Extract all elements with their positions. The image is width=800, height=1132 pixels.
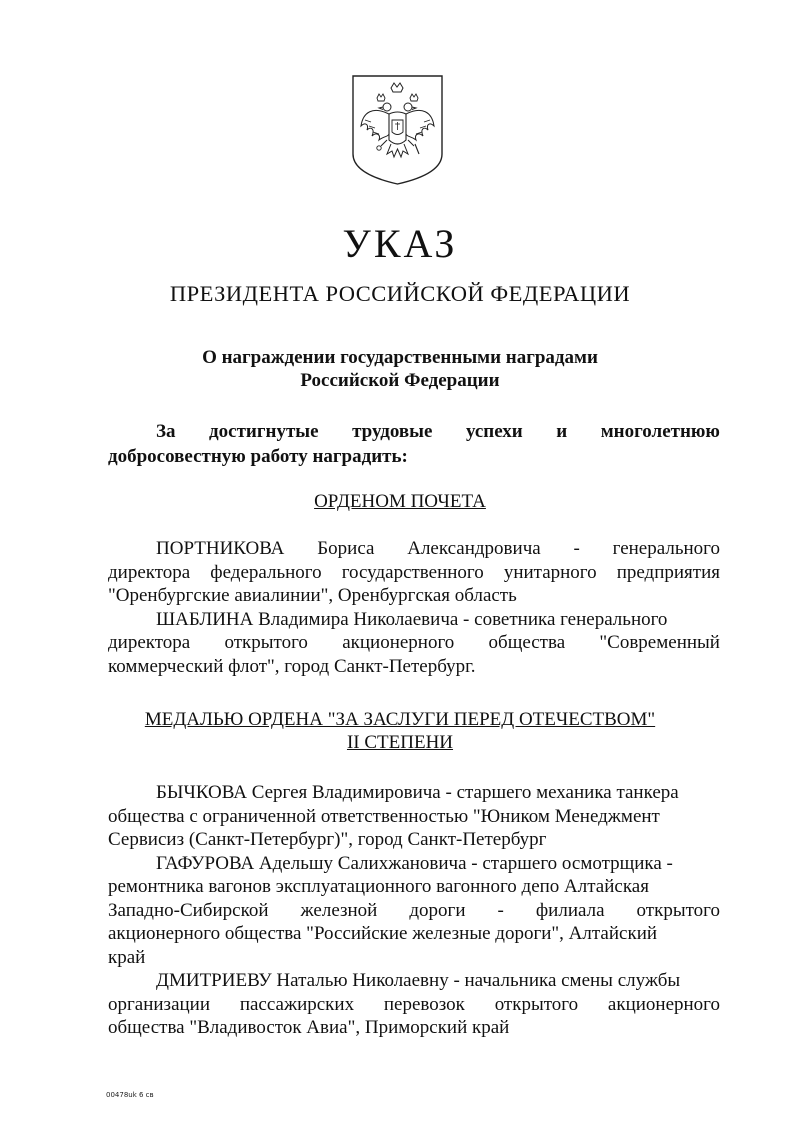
word: Западно-Сибирской [108,899,269,921]
word: открытого [224,632,308,653]
entry-line: ШАБЛИНА Владимира Николаевича - советника генерального [156,608,668,630]
document-title: УКАЗ [342,221,458,266]
entry-line: ГАФУРОВА Адельшу Салихжановича - старшего осмотрщика - [156,852,673,874]
word: - [497,899,504,921]
award-heading-medal [0,708,800,754]
entry-line: ДМИТРИЕВУ Наталью Николаевну - начальника смены службы [156,970,681,991]
word: пассажирских [239,993,355,1015]
word: филиала [535,899,605,921]
word: достигнутые [209,421,319,442]
intro-paragraph [108,419,720,469]
award-heading-line: II СТЕПЕНИ [346,732,454,753]
entry-line: БЫЧКОВА Сергея Владимировича - старшего механика танкера [156,782,679,803]
word: Бориса [317,538,375,559]
entry-line: общества "Владивосток Авиа", Приморский край [108,1017,510,1038]
entry-line [108,631,720,655]
word: За [156,421,176,442]
word: предприятия [616,561,720,583]
word: общества [488,632,566,653]
word: Александровича [407,538,541,559]
entry-line [108,561,720,585]
decree-title-line: Российской Федерации [300,370,500,391]
intro-line: добросовестную работу наградить: [108,446,408,467]
word: унитарного [503,561,597,583]
entry-line: ремонтника вагонов эксплуатационного вагонного депо Алтайская [108,876,649,897]
word: ПОРТНИКОВА [156,538,285,559]
word: многолетнюю [600,421,720,442]
intro-line [108,419,720,444]
award-entries-medal [108,781,720,1040]
entry-line: Сервисиз (Санкт-Петербург)", город Санкт-Петербург [108,829,547,850]
word: директора [108,632,191,653]
entry-line [108,537,720,561]
word: акционерного [342,632,455,653]
word: и [556,421,568,442]
word: дороги [409,899,466,921]
word: "Современный [599,632,720,653]
word: успехи [465,421,523,442]
word: открытого [636,899,720,921]
document-subtitle: ПРЕЗИДЕНТА РОССИЙСКОЙ ФЕДЕРАЦИИ [169,281,631,306]
entry-line [108,899,720,923]
word: акционерного [607,993,720,1015]
word: железной [300,899,378,921]
word: организации [108,993,211,1015]
word: директора [108,561,191,583]
word: открытого [494,993,579,1015]
award-heading-order [0,490,800,513]
coat-of-arms-icon [351,74,444,186]
word: трудовые [352,421,433,442]
word: федерального [210,561,322,583]
document-code: 00478uk 6 св [106,1091,154,1099]
entry-line: акционерного общества "Российские железные дороги", Алтайский [108,923,658,944]
award-entries-order [108,537,720,678]
decree-title-line: О награждении государственными наградами [202,347,598,368]
word: генерального [612,538,720,559]
word: государственного [341,561,484,583]
entry-line: край [108,946,146,968]
entry-line [108,993,720,1017]
entry-line: "Оренбургские авиалинии", Оренбургская область [108,585,517,606]
award-heading-line: МЕДАЛЬЮ ОРДЕНА "ЗА ЗАСЛУГИ ПЕРЕД ОТЕЧЕСТВОМ" [144,709,656,730]
word: - [573,538,580,559]
entry-line: коммерческий флот", город Санкт-Петербург. [108,655,476,677]
word: перевозок [383,993,465,1015]
award-heading-line: ОРДЕНОМ ПОЧЕТА [314,491,486,512]
entry-line: общества с ограниченной ответственностью "Юником Менеджмент [108,805,660,827]
decree-title [0,346,800,392]
